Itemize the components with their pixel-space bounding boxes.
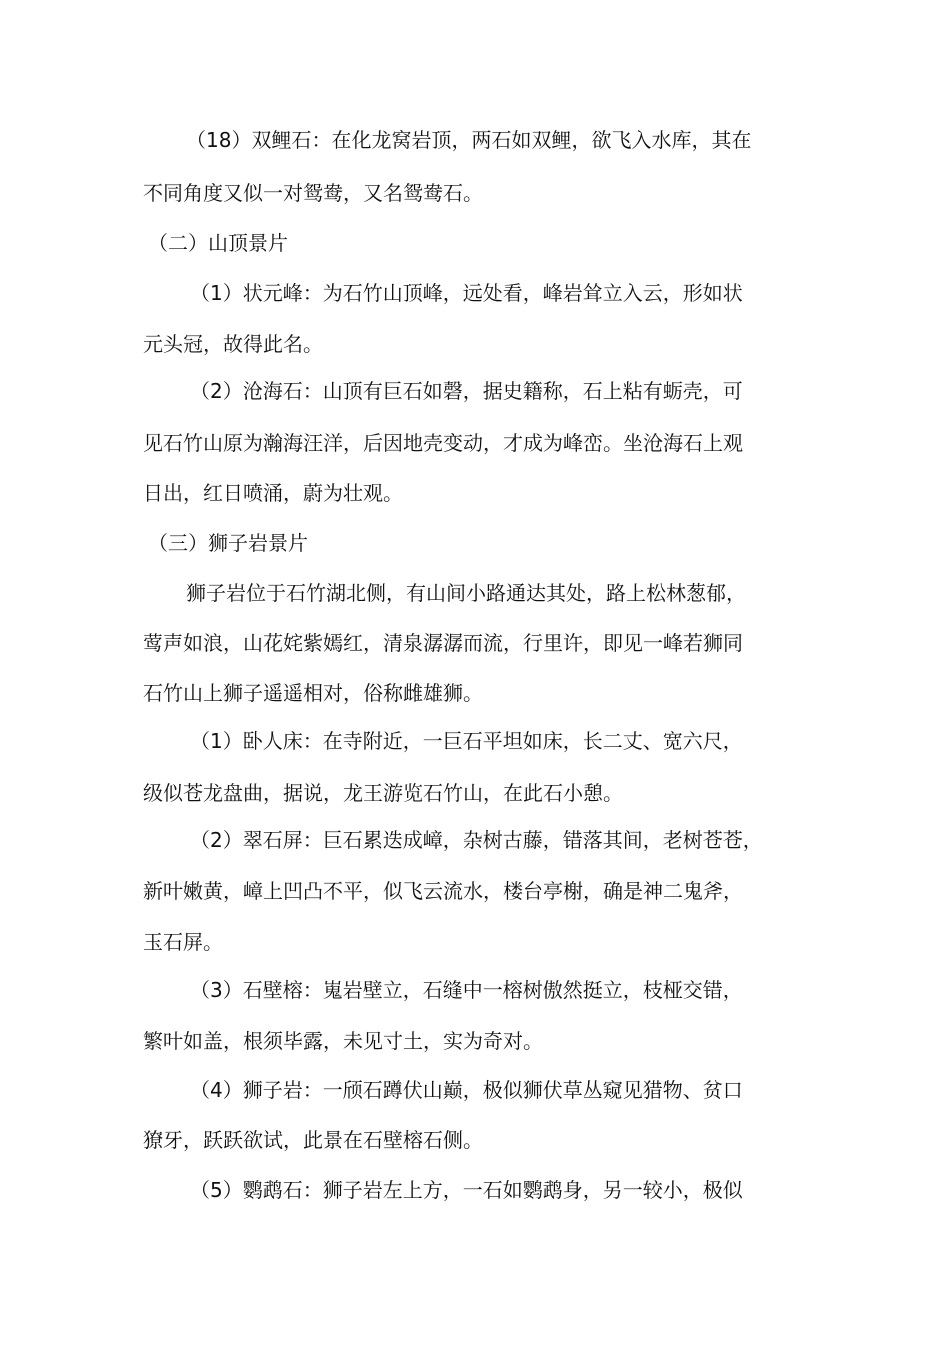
item-2b-line-1: （2）翠石屏：巨石累迭成嶂，杂树古藤，错落其间，老树苍苍， <box>190 828 763 852</box>
item-3-line-2: 繁叶如盖，根须毕露，未见寸土，实为奇对。 <box>143 1029 543 1053</box>
item-2-line-2: 见石竹山原为瀚海汪洋，后因地壳变动，才成为峰峦。坐沧海石上观 <box>143 431 743 455</box>
item-4-line-2: 獠牙，跃跃欲试，此景在石壁榕石侧。 <box>143 1128 483 1152</box>
section-heading-3: （三）狮子岩景片 <box>148 531 308 555</box>
item-5-line-1: （5）鹦鹉石：狮子岩左上方，一石如鹦鹉身，另一较小，极似 <box>190 1178 743 1202</box>
item-1-line-2: 元头冠，故得此名。 <box>143 332 323 356</box>
intro-line-3: 石竹山上狮子遥遥相对，俗称雌雄狮。 <box>143 681 483 705</box>
paragraph-18-line-1: （18）双鲤石：在化龙窝岩顶，两石如双鲤，欲飞入水库，其在 <box>186 128 752 152</box>
item-2-line-1: （2）沧海石：山顶有巨石如磬，据史籍称，石上粘有蛎壳，可 <box>190 379 743 403</box>
item-2-line-3: 日出，红日喷涌，蔚为壮观。 <box>143 481 403 505</box>
item-3-line-1: （3）石壁榕：嵬岩壁立，石缝中一榕树傲然挺立，枝桠交错， <box>190 978 743 1002</box>
item-1b-line-2: 级似苍龙盘曲，据说，龙王游览石竹山，在此石小憩。 <box>143 781 623 805</box>
item-2b-line-3: 玉石屏。 <box>143 930 223 954</box>
item-4-line-1: （4）狮子岩：一颀石蹲伏山巅，极似狮伏草丛窥见猎物、贫口 <box>190 1078 743 1102</box>
section-heading-2: （二）山顶景片 <box>148 231 288 255</box>
item-1-line-1: （1）状元峰：为石竹山顶峰，远处看，峰岩耸立入云，形如状 <box>190 281 743 305</box>
item-2b-line-2: 新叶嫩黄，嶂上凹凸不平，似飞云流水，楼台亭榭，确是神二鬼斧， <box>143 879 743 903</box>
intro-line-1: 狮子岩位于石竹湖北侧，有山间小路通达其处，路上松林葱郁， <box>186 581 746 605</box>
paragraph-18-line-2: 不同角度又似一对鸳鸯，又名鸳鸯石。 <box>143 181 483 205</box>
intro-line-2: 莺声如浪，山花姹紫嫣红，清泉潺潺而流，行里许，即见一峰若狮同 <box>143 631 743 655</box>
item-1b-line-1: （1）卧人床：在寺附近，一巨石平坦如床，长二丈、宽六尺， <box>190 729 743 753</box>
